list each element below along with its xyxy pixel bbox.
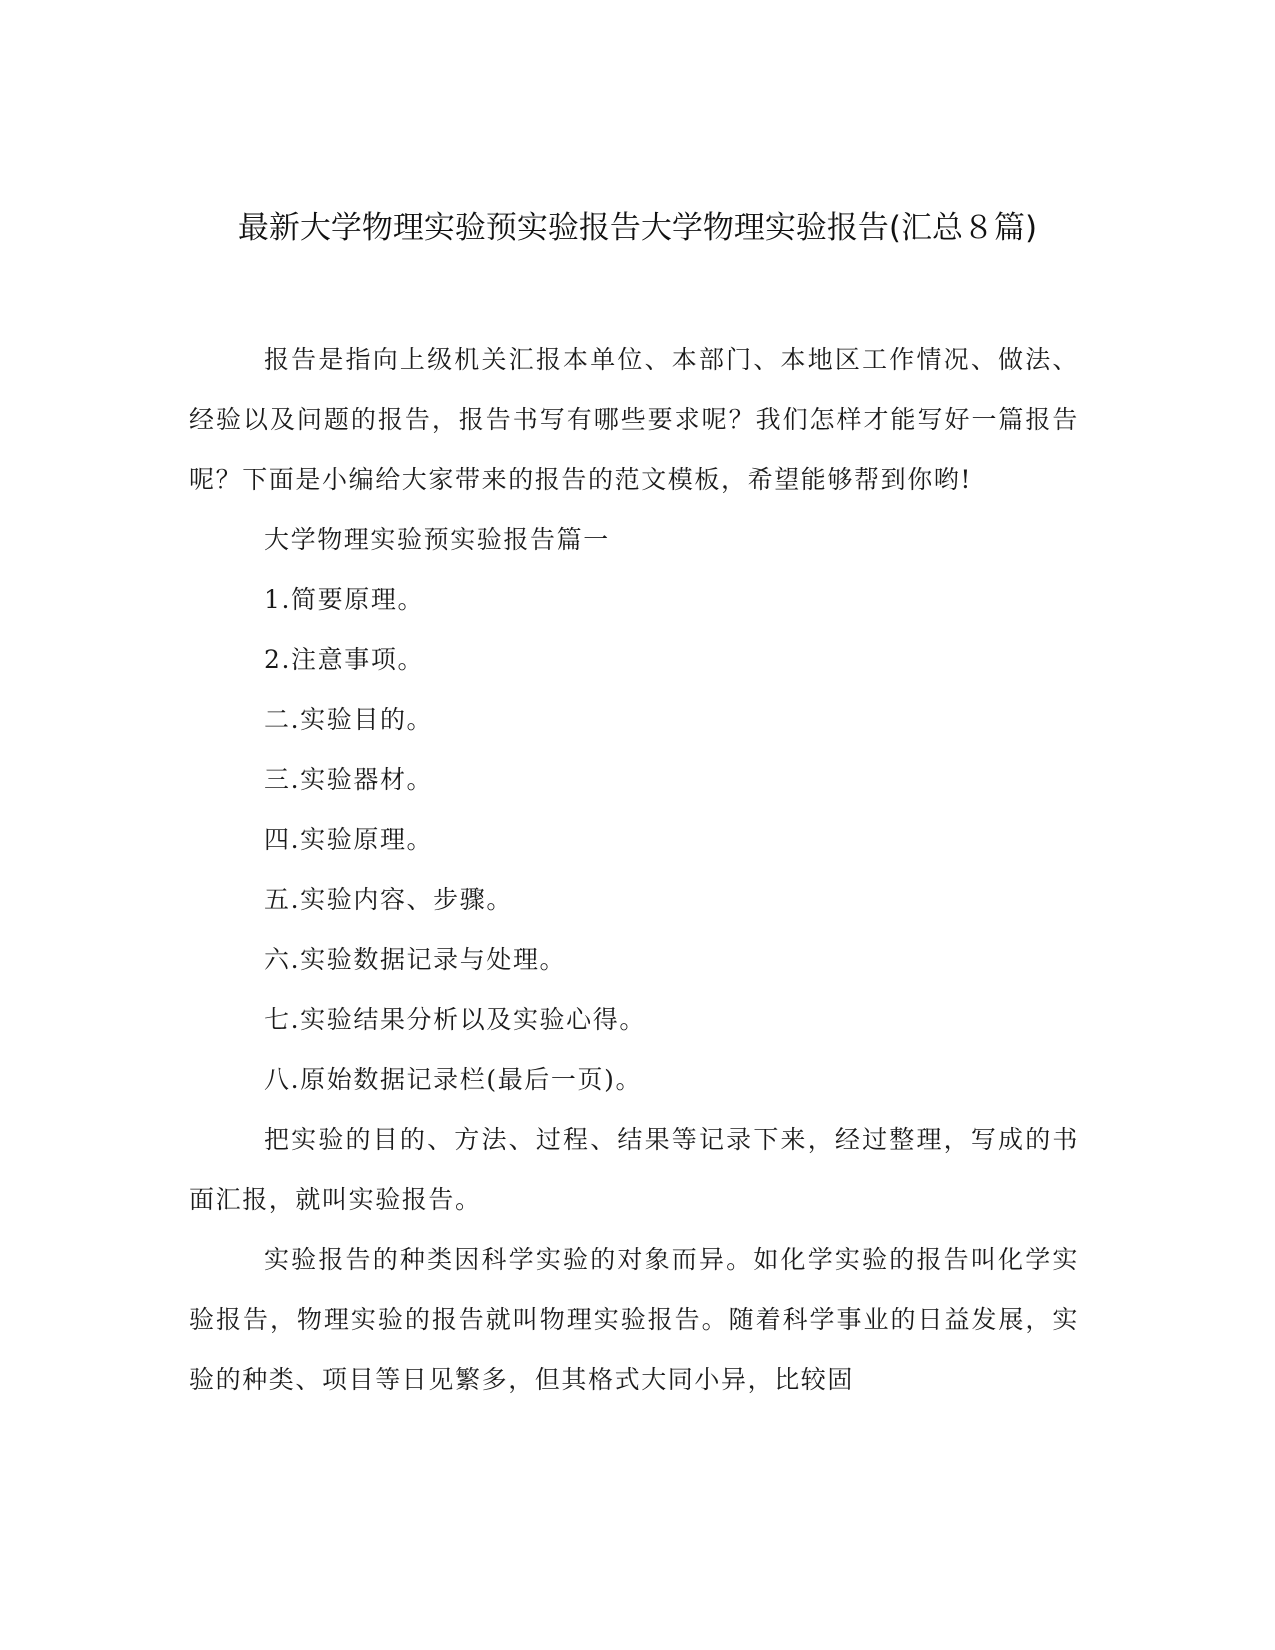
list-item: 三.实验器材。: [264, 765, 434, 794]
list-item: 2.注意事项。: [264, 645, 425, 674]
list-item: 五.实验内容、步骤。: [264, 885, 513, 914]
list-item: 二.实验目的。: [264, 705, 434, 734]
list-item: 八.原始数据记录栏(最后一页)。: [264, 1065, 643, 1094]
list-item: 1.简要原理。: [264, 585, 425, 614]
document-title: 最新大学物理实验预实验报告大学物理实验报告(汇总８篇): [237, 210, 1038, 246]
body-paragraph: 把实验的目的、方法、过程、结果等记录下来，经过整理，写成的书面汇报，就叫实验报告。: [189, 1125, 1079, 1214]
list-item: 七.实验结果分析以及实验心得。: [264, 1005, 646, 1034]
body-paragraph: 实验报告的种类因科学实验的对象而异。如化学实验的报告叫化学实验报告，物理实验的报告就叫物理实验报告。随着科学事业的日益发展，实验的种类、项目等日见繁多，但其格式大同小异，比较固: [189, 1245, 1079, 1394]
list-item: 四.实验原理。: [264, 825, 434, 854]
section-heading: 大学物理实验预实验报告篇一: [264, 525, 610, 554]
list-item: 六.实验数据记录与处理。: [264, 945, 567, 974]
document-body: [189, 330, 1079, 1410]
intro-paragraph: 报告是指向上级机关汇报本单位、本部门、本地区工作情况、做法、经验以及问题的报告，报告书写有哪些要求呢？我们怎样才能写好一篇报告呢？下面是小编给大家带来的报告的范文模板，希望能够帮到你哟!: [189, 345, 1079, 494]
